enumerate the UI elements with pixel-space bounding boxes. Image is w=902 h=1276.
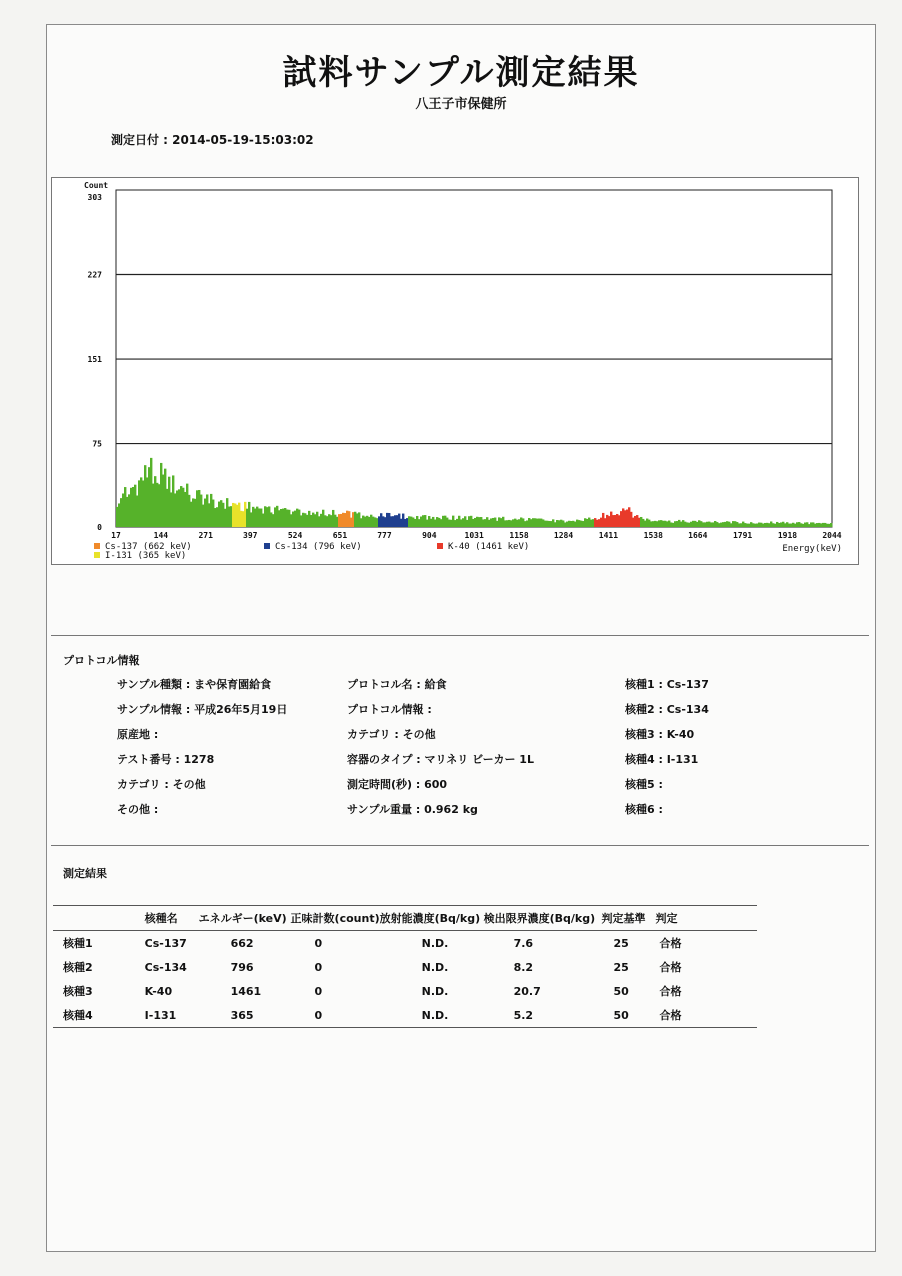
- energy: 1461: [230, 984, 262, 998]
- results-table: [53, 905, 757, 1028]
- nuclide-5: 核種5 :: [625, 778, 663, 791]
- y-tick-label: 303: [87, 193, 102, 202]
- x-tick-label: 2044: [822, 531, 842, 540]
- x-tick-label: 1791: [732, 531, 753, 540]
- net-count: 0: [314, 960, 323, 974]
- nuclide-1: 核種1 : Cs-137: [625, 678, 709, 691]
- x-tick-label: 1031: [464, 531, 484, 540]
- detection-limit: 20.7: [513, 984, 541, 998]
- legend-swatch: [94, 543, 100, 549]
- table-row: [53, 955, 757, 979]
- judgment: 合格: [659, 985, 682, 998]
- net-count: 0: [314, 936, 323, 950]
- col-header-net-count: 正味計数(count): [290, 912, 380, 925]
- col-header-detection-limit: 検出限界濃度(Bq/kg): [483, 912, 596, 925]
- category: カテゴリ : その他: [117, 778, 206, 791]
- report-page: [46, 24, 876, 1252]
- activity: N.D.: [421, 1008, 449, 1022]
- x-tick-label: 777: [377, 531, 392, 540]
- judgment: 合格: [659, 1009, 682, 1022]
- organization-name: 八王子市保健所: [415, 97, 507, 112]
- nuclide-name: I-131: [144, 1008, 177, 1022]
- energy: 662: [230, 936, 254, 950]
- x-tick-label: 271: [198, 531, 213, 540]
- measurement-date: 測定日付 : 2014-05-19-15:03:02: [111, 133, 314, 147]
- x-tick-label: 1284: [553, 531, 574, 540]
- protocol-info: プロトコル情報 :: [347, 703, 432, 716]
- spectrum-chart: [51, 177, 859, 565]
- legend-label: K-40 (1461 keV): [448, 542, 530, 552]
- table-header-row: [53, 906, 757, 931]
- criterion: 50: [613, 1008, 629, 1022]
- section-divider: [51, 635, 869, 636]
- y-tick-label: 0: [97, 523, 102, 532]
- nuclide-name: K-40: [144, 984, 173, 998]
- x-tick-label: 17: [111, 531, 121, 540]
- criterion: 50: [613, 984, 629, 998]
- other: その他 :: [117, 803, 159, 816]
- x-tick-label: 1158: [509, 531, 529, 540]
- x-axis-label: Energy(keV): [782, 544, 842, 554]
- col-header-criterion: 判定基準: [601, 912, 646, 925]
- col-header: [53, 906, 145, 931]
- nuclide-name: Cs-137: [144, 936, 187, 950]
- y-tick-label: 227: [87, 270, 102, 280]
- col-header-judgment: 判定: [655, 912, 678, 925]
- origin: 原産地 :: [117, 728, 159, 741]
- legend-label: Cs-137 (662 keV): [105, 542, 192, 552]
- row-label: 核種3: [63, 985, 93, 998]
- legend-label: Cs-134 (796 keV): [275, 542, 362, 552]
- spectrum-chart-svg: [52, 178, 858, 564]
- measurement-time: 測定時間(秒) : 600: [347, 778, 448, 791]
- container-type: 容器のタイプ : マリネリ ビーカー 1L: [347, 753, 534, 766]
- x-tick-label: 904: [422, 531, 437, 540]
- sample-weight: サンプル重量 : 0.962 kg: [347, 803, 478, 816]
- table-row: [53, 1003, 757, 1028]
- y-tick-label: 151: [87, 355, 102, 365]
- row-label: 核種1: [63, 937, 93, 950]
- legend-swatch: [94, 552, 100, 558]
- x-tick-label: 651: [332, 531, 348, 540]
- x-tick-label: 1918: [777, 531, 798, 540]
- nuclide-2: 核種2 : Cs-134: [625, 703, 709, 716]
- x-tick-label: 524: [287, 531, 303, 540]
- legend-swatch: [437, 543, 443, 549]
- judgment: 合格: [659, 937, 682, 950]
- col-header-activity: 放射能濃度(Bq/kg): [379, 912, 481, 925]
- criterion: 25: [613, 936, 629, 950]
- x-tick-label: 397: [243, 531, 258, 540]
- report-title: 試料サンプル測定結果: [282, 53, 640, 93]
- net-count: 0: [314, 984, 323, 998]
- x-tick-label: 144: [153, 531, 169, 540]
- spectrum-bar: [830, 523, 832, 527]
- table-row: [53, 931, 757, 956]
- y-tick-label: 75: [92, 439, 102, 449]
- x-tick-label: 1538: [643, 531, 663, 540]
- detection-limit: 5.2: [513, 1008, 534, 1022]
- judgment: 合格: [659, 961, 682, 974]
- detection-limit: 7.6: [513, 936, 534, 950]
- nuclide-6: 核種6 :: [625, 803, 663, 816]
- nuclide-name: Cs-134: [144, 960, 187, 974]
- row-label: 核種2: [63, 961, 93, 974]
- activity: N.D.: [421, 984, 449, 998]
- net-count: 0: [314, 1008, 323, 1022]
- activity: N.D.: [421, 936, 449, 950]
- detection-limit: 8.2: [513, 960, 534, 974]
- table-row: [53, 979, 757, 1003]
- energy: 796: [230, 960, 254, 974]
- activity: N.D.: [421, 960, 449, 974]
- nuclide-3: 核種3 : K-40: [625, 728, 695, 741]
- criterion: 25: [613, 960, 629, 974]
- sample-info: サンプル情報 : 平成26年5月19日: [117, 703, 288, 716]
- nuclide-4: 核種4 : I-131: [625, 753, 699, 766]
- col-header-nuclide: 核種名: [144, 912, 178, 925]
- col-header-energy: エネルギー(keV): [198, 912, 287, 925]
- protocol-name: プロトコル名 : 給食: [347, 678, 447, 691]
- section-divider: [51, 845, 869, 846]
- x-tick-label: 1664: [688, 531, 708, 540]
- test-number: テスト番号 : 1278: [117, 753, 215, 766]
- row-label: 核種4: [63, 1009, 93, 1022]
- legend-label: I-131 (365 keV): [105, 551, 187, 561]
- results-heading: 測定結果: [63, 867, 107, 880]
- y-axis-label: Count: [84, 181, 109, 190]
- sample-type: サンプル種類 : まや保育園給食: [117, 678, 272, 691]
- energy: 365: [230, 1008, 254, 1022]
- protocol-heading: プロトコル情報: [63, 654, 140, 667]
- legend-swatch: [264, 543, 270, 549]
- protocol-category: カテゴリ : その他: [347, 728, 436, 741]
- x-tick-label: 1411: [598, 531, 619, 540]
